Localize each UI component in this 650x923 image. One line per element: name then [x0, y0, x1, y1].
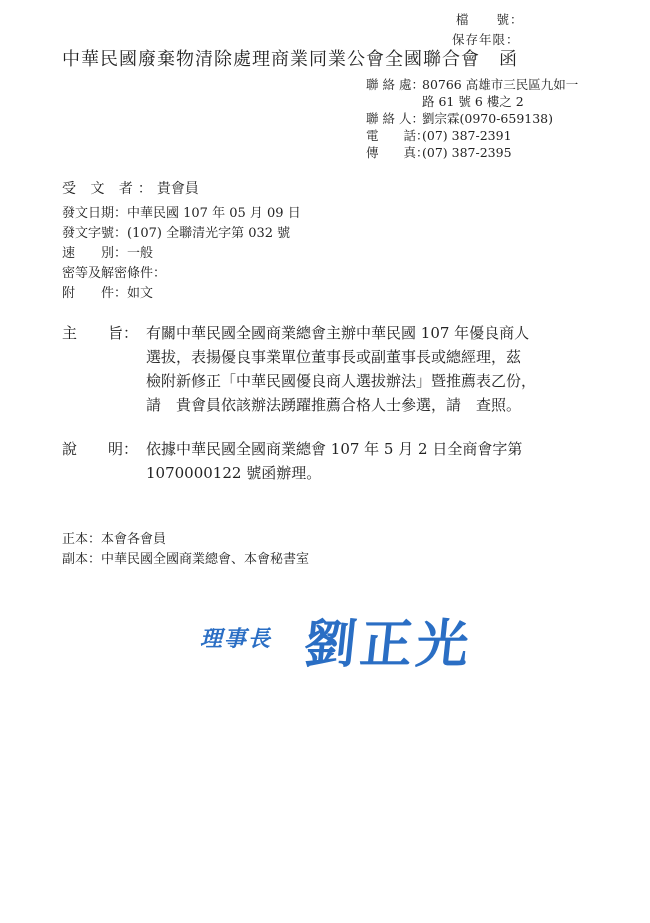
recipient: [62, 178, 199, 198]
main-recipients: 正本：本會各會員: [62, 532, 167, 547]
explanation-line-1: 依據中華民國全國商業總會 107 年 5 月 2 日全商會字第: [146, 440, 523, 458]
contact-phone-value: (07) 387-2391: [422, 128, 512, 143]
contact-fax-label: 傳 真：: [366, 145, 429, 160]
attachment: 附 件：如文: [62, 286, 154, 301]
recipient-label: 受 文 者：: [62, 181, 157, 197]
explanation-label-char: 說: [62, 440, 78, 458]
recipient-value: 貴會員: [156, 181, 199, 197]
carbon-copy: 副本：中華民國全國商業總會、本會秘書室: [62, 552, 310, 567]
subject-label-char: 主: [62, 324, 78, 342]
signature-title: 理事長: [200, 626, 273, 652]
retention-label: 保存年限：: [452, 32, 520, 47]
subject-label: [62, 321, 138, 345]
explanation-label: [62, 437, 138, 461]
subject-line-3: 檢附新修正「中華民國優良商人選拔辦法」暨推薦表乙份，: [146, 372, 537, 390]
subject-label-suffix: 旨：: [108, 324, 139, 342]
subject-line-2: 選拔，表揚優良事業單位董事長或副董事長或總經理，茲: [146, 348, 522, 366]
delivery-speed: 速 別：一般: [62, 246, 154, 261]
contact-phone-label: 電 話：: [366, 128, 429, 143]
issue-date: 發文日期：中華民國 107 年 05 月 09 日: [62, 206, 301, 221]
signature-name: 劉正光: [301, 614, 476, 675]
document-number: 發文字號：(107) 全聯清光字第 032 號: [62, 226, 291, 241]
contact-person-value: 劉宗霖(0970-659138): [422, 111, 554, 126]
contact-fax-value: (07) 387-2395: [422, 145, 512, 160]
subject-line-4: 請 貴會員依該辦法踴躍推薦合格人士參選，請 查照。: [146, 396, 522, 414]
contact-person: [366, 110, 553, 127]
subject-line-1: 有關中華民國全國商業總會主辦中華民國 107 年優良商人: [146, 324, 530, 342]
explanation-label-suffix: 明：: [108, 440, 139, 458]
contact-address: [366, 76, 578, 93]
explanation-line-2: 1070000122 號函辦理。: [146, 464, 322, 482]
file-number-label: 檔 號：: [456, 12, 524, 27]
contact-address-label: 聯 絡 處：: [366, 77, 424, 92]
contact-fax: [366, 144, 512, 161]
secrecy-conditions: 密等及解密條件：: [62, 266, 167, 281]
contact-phone: [366, 127, 512, 144]
contact-address-line2: 路 61 號 6 樓之 2: [422, 94, 524, 109]
document-title: 中華民國廢棄物清除處理商業同業公會全國聯合會 函: [62, 49, 518, 70]
contact-person-label: 聯 絡 人：: [366, 111, 424, 126]
contact-address-line1: 80766 高雄市三民區九如一: [422, 77, 579, 92]
